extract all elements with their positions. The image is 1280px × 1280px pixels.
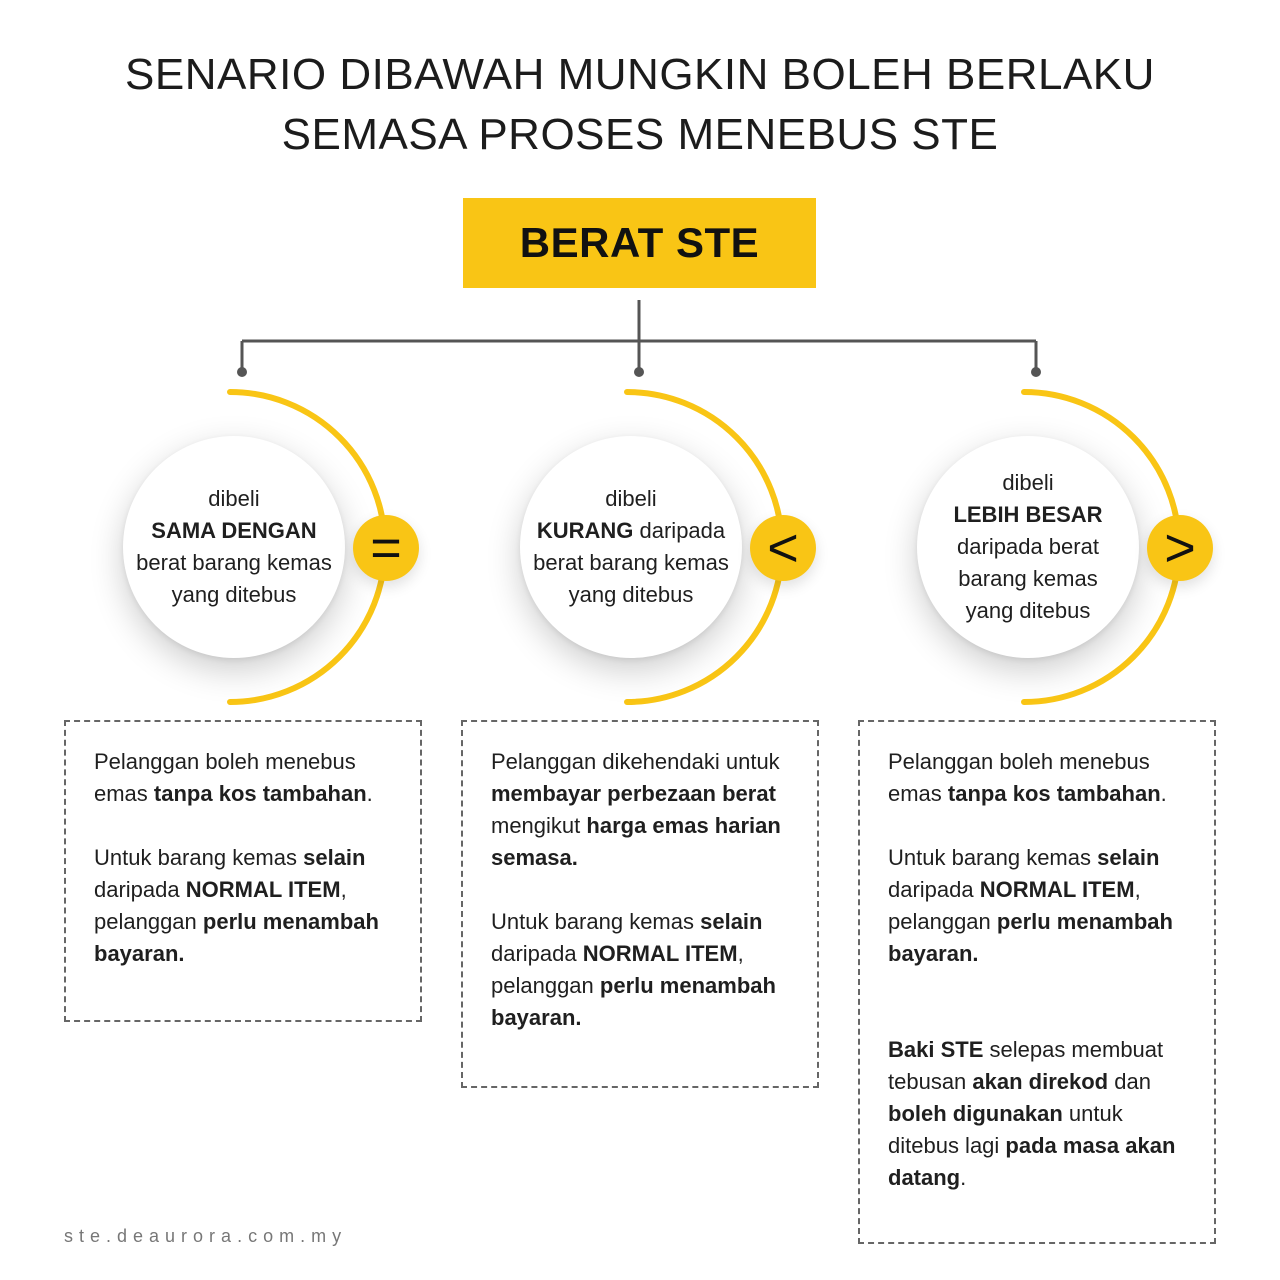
scenario-circle-equal bbox=[123, 436, 345, 658]
card-paragraph: Pelanggan boleh menebus emas tanpa kos tambahan. bbox=[94, 749, 373, 806]
scenario-card-less bbox=[461, 720, 819, 1088]
circle-line: dibeli bbox=[1002, 470, 1054, 495]
circle-line: daripada bbox=[633, 518, 726, 543]
circle-line: berat barang kemas bbox=[533, 550, 729, 575]
connector-lines bbox=[242, 300, 1036, 372]
scenario-circle-greater bbox=[917, 436, 1139, 658]
page-title-line1: SENARIO DIBAWAH MUNGKIN BOLEH BERLAKU bbox=[125, 50, 1155, 99]
card-paragraph: Pelanggan dikehendaki untuk membayar perbezaan berat mengikut harga emas harian semasa. bbox=[491, 749, 781, 870]
circle-line: daripada berat bbox=[957, 534, 1099, 559]
footer-website: ste.deaurora.com.my bbox=[64, 1226, 348, 1246]
card-paragraph: Pelanggan boleh menebus emas tanpa kos tambahan. bbox=[888, 749, 1167, 806]
scenario-circle-less bbox=[520, 436, 742, 658]
circle-line: dibeli bbox=[208, 486, 260, 511]
card-paragraph: Untuk barang kemas selain daripada NORMAL ITEM, pelanggan perlu menambah bayaran. bbox=[888, 845, 1173, 966]
scenario-card-equal bbox=[64, 720, 422, 1022]
less-than-icon: < bbox=[750, 515, 816, 581]
circle-line: yang ditebus bbox=[965, 598, 1091, 623]
card-paragraph: Baki STE selepas membuat tebusan akan direkod dan boleh digunakan untuk ditebus lagi pada masa akan datang. bbox=[888, 1037, 1176, 1190]
circle-line: barang kemas bbox=[958, 566, 1098, 591]
scenario-card-greater bbox=[858, 720, 1216, 1244]
circle-line: berat barang kemas bbox=[136, 550, 332, 575]
connector-dots bbox=[237, 367, 1041, 377]
card-paragraph: Untuk barang kemas selain daripada NORMAL ITEM, pelanggan perlu menambah bayaran. bbox=[94, 845, 379, 966]
circle-bold: SAMA DENGAN bbox=[151, 518, 317, 543]
greater-than-icon: > bbox=[1147, 515, 1213, 581]
circle-line: dibeli bbox=[605, 486, 657, 511]
circle-bold: LEBIH BESAR bbox=[953, 502, 1103, 527]
circle-bold: KURANG bbox=[536, 518, 634, 543]
circle-line: yang ditebus bbox=[568, 582, 694, 607]
equals-icon: = bbox=[353, 515, 419, 581]
card-paragraph: Untuk barang kemas selain daripada NORMAL ITEM, pelanggan perlu menambah bayaran. bbox=[491, 909, 776, 1030]
circle-line: yang ditebus bbox=[171, 582, 297, 607]
berat-ste-label: BERAT STE bbox=[519, 219, 760, 266]
page-title-line2: SEMASA PROSES MENEBUS STE bbox=[281, 110, 999, 159]
